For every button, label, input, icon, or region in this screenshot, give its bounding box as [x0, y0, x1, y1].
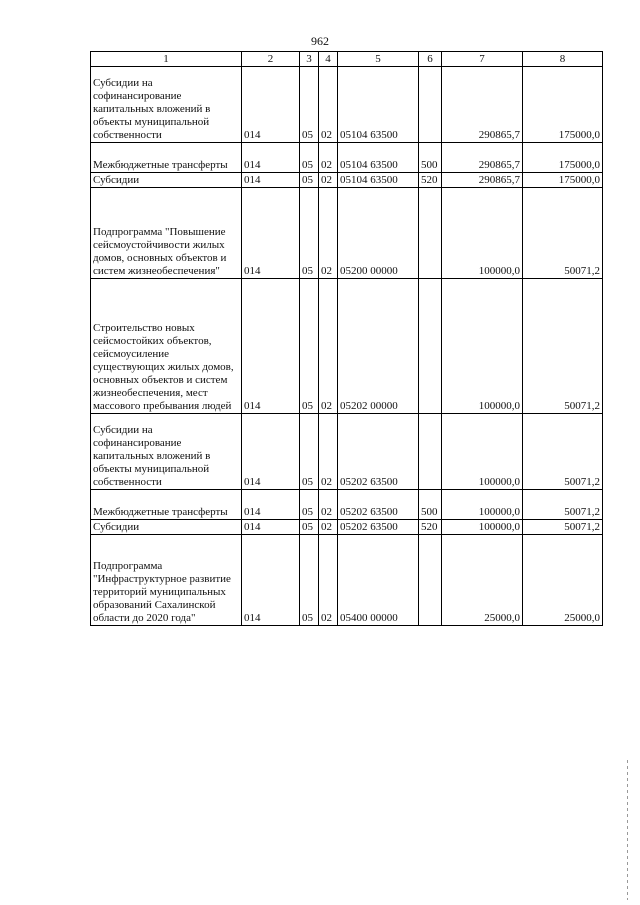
- row-col-4: 02: [319, 173, 338, 188]
- row-col-6: 500: [419, 490, 442, 520]
- row-col-8: 175000,0: [523, 67, 603, 143]
- row-col-5: 05202 63500: [338, 414, 419, 490]
- row-col-7: 290865,7: [442, 173, 523, 188]
- row-col-5: 05200 00000: [338, 188, 419, 279]
- row-col-6: [419, 279, 442, 414]
- row-col-4: 02: [319, 279, 338, 414]
- row-col-5: 05104 63500: [338, 67, 419, 143]
- table-row: [91, 188, 603, 279]
- row-col-8: 175000,0: [523, 143, 603, 173]
- row-name: Субсидии: [91, 520, 242, 535]
- row-col-6: [419, 188, 442, 279]
- header-col-5: 5: [338, 52, 419, 67]
- page-number: 962: [311, 34, 329, 48]
- row-col-4: 02: [319, 520, 338, 535]
- table-row: [91, 490, 603, 520]
- row-name: Строительство новых сейсмостойких объектов, сейсмоусиление существующих жилых домов, основных объектов и систем жизнеобеспечения, мест массового пребывания людей: [91, 279, 242, 414]
- row-col-6: 500: [419, 143, 442, 173]
- row-col-3: 05: [300, 520, 319, 535]
- row-col-7: 290865,7: [442, 143, 523, 173]
- table-row: [91, 143, 603, 173]
- row-name: Межбюджетные трансферты: [91, 490, 242, 520]
- row-col-2: 014: [242, 188, 300, 279]
- row-col-8: 50071,2: [523, 490, 603, 520]
- row-col-7: 100000,0: [442, 490, 523, 520]
- row-col-2: 014: [242, 414, 300, 490]
- row-col-8: 25000,0: [523, 535, 603, 626]
- budget-table: [90, 51, 603, 626]
- table-row: [91, 535, 603, 626]
- row-col-8: 50071,2: [523, 414, 603, 490]
- row-col-5: 05202 63500: [338, 520, 419, 535]
- header-col-7: 7: [442, 52, 523, 67]
- row-col-7: 25000,0: [442, 535, 523, 626]
- header-col-2: 2: [242, 52, 300, 67]
- row-col-2: 014: [242, 490, 300, 520]
- row-col-2: 014: [242, 143, 300, 173]
- row-col-8: 175000,0: [523, 173, 603, 188]
- row-col-3: 05: [300, 414, 319, 490]
- row-name: Подпрограмма "Инфраструктурное развитие территорий муниципальных образований Сахалинской области до 2020 года": [91, 535, 242, 626]
- row-col-4: 02: [319, 414, 338, 490]
- row-col-7: 290865,7: [442, 67, 523, 143]
- header-col-8: 8: [523, 52, 603, 67]
- row-col-8: 50071,2: [523, 279, 603, 414]
- row-col-3: 05: [300, 279, 319, 414]
- row-name: Субсидии на софинансирование капитальных вложений в объекты муниципальной собственности: [91, 67, 242, 143]
- row-col-4: 02: [319, 535, 338, 626]
- row-col-6: [419, 67, 442, 143]
- row-col-3: 05: [300, 535, 319, 626]
- header-col-1: 1: [91, 52, 242, 67]
- row-name: Субсидии: [91, 173, 242, 188]
- row-col-3: 05: [300, 490, 319, 520]
- row-col-4: 02: [319, 490, 338, 520]
- table-row: [91, 414, 603, 490]
- row-col-6: [419, 535, 442, 626]
- row-col-2: 014: [242, 67, 300, 143]
- row-col-7: 100000,0: [442, 188, 523, 279]
- row-name: Субсидии на софинансирование капитальных вложений в объекты муниципальной собственности: [91, 414, 242, 490]
- scan-edge-mark: [627, 760, 628, 900]
- table-row: [91, 173, 603, 188]
- row-col-4: 02: [319, 188, 338, 279]
- table-row: [91, 67, 603, 143]
- row-col-6: 520: [419, 520, 442, 535]
- row-col-5: 05202 63500: [338, 490, 419, 520]
- row-col-6: 520: [419, 173, 442, 188]
- row-col-2: 014: [242, 535, 300, 626]
- row-col-3: 05: [300, 67, 319, 143]
- row-col-7: 100000,0: [442, 520, 523, 535]
- header-col-4: 4: [319, 52, 338, 67]
- row-col-8: 50071,2: [523, 520, 603, 535]
- row-col-5: 05400 00000: [338, 535, 419, 626]
- row-col-3: 05: [300, 143, 319, 173]
- row-col-6: [419, 414, 442, 490]
- row-col-2: 014: [242, 173, 300, 188]
- row-col-7: 100000,0: [442, 279, 523, 414]
- row-col-5: 05104 63500: [338, 143, 419, 173]
- row-col-2: 014: [242, 520, 300, 535]
- row-col-4: 02: [319, 67, 338, 143]
- row-name: Подпрограмма "Повышение сейсмоустойчивости жилых домов, основных объектов и систем жизнеобеспечения": [91, 188, 242, 279]
- row-col-8: 50071,2: [523, 188, 603, 279]
- row-col-5: 05104 63500: [338, 173, 419, 188]
- row-col-2: 014: [242, 279, 300, 414]
- header-row: [91, 52, 603, 67]
- header-col-3: 3: [300, 52, 319, 67]
- row-col-5: 05202 00000: [338, 279, 419, 414]
- row-col-4: 02: [319, 143, 338, 173]
- row-col-3: 05: [300, 173, 319, 188]
- header-col-6: 6: [419, 52, 442, 67]
- row-col-7: 100000,0: [442, 414, 523, 490]
- table-row: [91, 279, 603, 414]
- row-name: Межбюджетные трансферты: [91, 143, 242, 173]
- row-col-3: 05: [300, 188, 319, 279]
- table-row: [91, 520, 603, 535]
